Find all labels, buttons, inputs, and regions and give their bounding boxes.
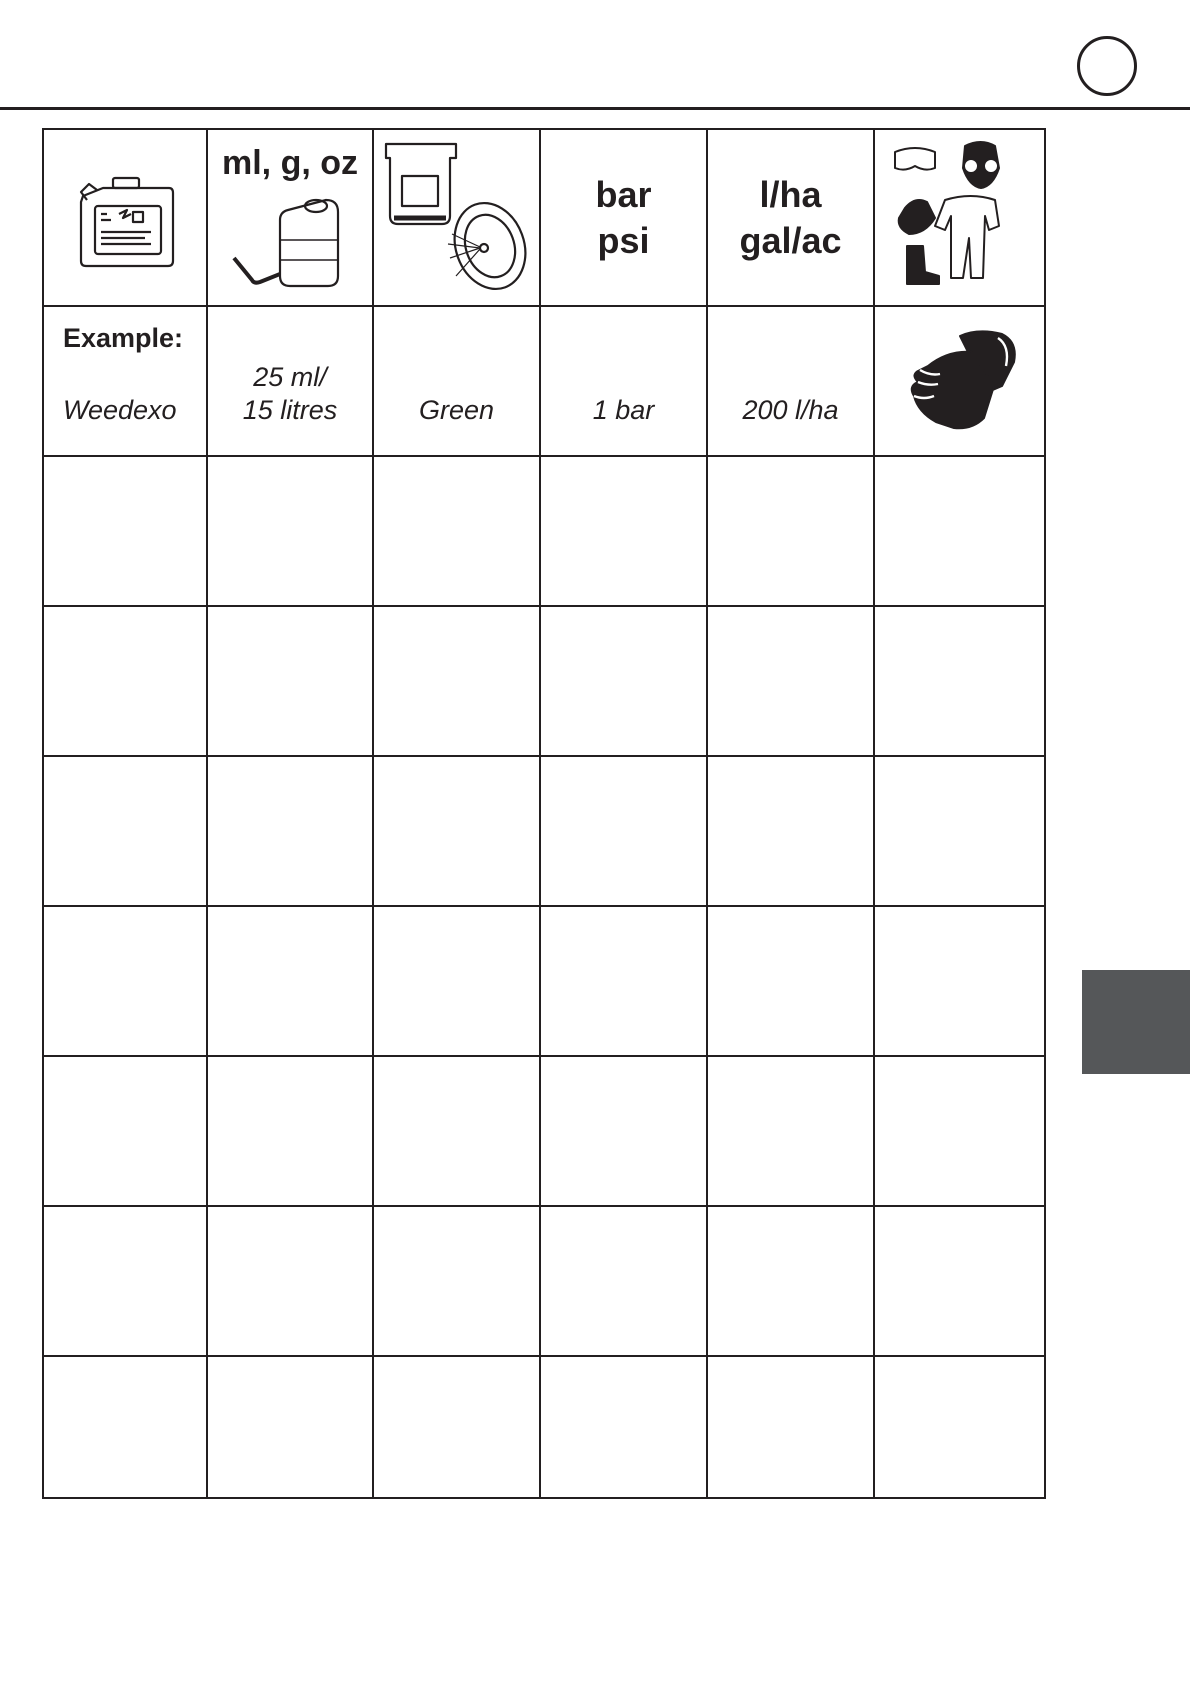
blank-row-2	[43, 606, 1045, 756]
example-nozzle: Green	[418, 395, 495, 425]
entry-cell[interactable]	[874, 1356, 1045, 1498]
blank-row-5	[43, 1056, 1045, 1206]
example-ppe-cell	[874, 306, 1045, 456]
gloves-icon	[898, 326, 1022, 436]
entry-cell[interactable]	[707, 456, 874, 606]
entry-cell[interactable]	[207, 456, 373, 606]
entry-cell[interactable]	[207, 906, 373, 1056]
example-dose-cell	[207, 306, 373, 456]
entry-cell[interactable]	[207, 1056, 373, 1206]
entry-cell[interactable]	[373, 456, 540, 606]
measuring-jug-icon	[230, 190, 350, 298]
entry-cell[interactable]	[874, 906, 1045, 1056]
entry-cell[interactable]	[874, 1056, 1045, 1206]
entry-cell[interactable]	[43, 756, 207, 906]
page-marker-circle	[1077, 36, 1137, 96]
header-cell-product	[43, 129, 207, 306]
entry-cell[interactable]	[373, 606, 540, 756]
entry-cell[interactable]	[707, 1206, 874, 1356]
entry-cell[interactable]	[373, 1356, 540, 1498]
entry-cell[interactable]	[43, 906, 207, 1056]
example-dose-line1: 25 ml/	[253, 362, 327, 392]
entry-cell[interactable]	[207, 606, 373, 756]
entry-cell[interactable]	[540, 1056, 707, 1206]
entry-cell[interactable]	[874, 1206, 1045, 1356]
entry-cell[interactable]	[707, 606, 874, 756]
example-nozzle-cell	[373, 306, 540, 456]
entry-cell[interactable]	[373, 1056, 540, 1206]
entry-cell[interactable]	[43, 456, 207, 606]
blank-row-1	[43, 456, 1045, 606]
entry-cell[interactable]	[707, 1356, 874, 1498]
entry-cell[interactable]	[540, 606, 707, 756]
header-row	[43, 129, 1045, 306]
header-cell-rate	[707, 129, 874, 306]
blank-row-6	[43, 1206, 1045, 1356]
entry-cell[interactable]	[373, 1206, 540, 1356]
blank-row-4	[43, 906, 1045, 1056]
header-cell-nozzle	[373, 129, 540, 306]
entry-cell[interactable]	[207, 1356, 373, 1498]
header-cell-pressure	[540, 129, 707, 306]
entry-cell[interactable]	[874, 756, 1045, 906]
entry-cell[interactable]	[874, 606, 1045, 756]
rate-unit-imperial: gal/ac	[739, 219, 842, 261]
pressure-unit-bar: bar	[595, 173, 652, 215]
protective-equipment-icon	[885, 138, 1035, 298]
nozzle-icon	[378, 136, 538, 296]
entry-cell[interactable]	[540, 1356, 707, 1498]
chemical-container-icon	[69, 166, 181, 270]
entry-cell[interactable]	[874, 456, 1045, 606]
rate-unit-metric: l/ha	[759, 173, 822, 215]
example-pressure-cell	[540, 306, 707, 456]
entry-cell[interactable]	[707, 906, 874, 1056]
entry-cell[interactable]	[43, 606, 207, 756]
pressure-unit-psi: psi	[597, 219, 650, 261]
entry-cell[interactable]	[43, 1356, 207, 1498]
blank-row-3	[43, 756, 1045, 906]
example-dose-line2: 15 litres	[242, 395, 338, 425]
entry-cell[interactable]	[373, 756, 540, 906]
example-label: Example:	[63, 323, 184, 353]
dose-unit-label: ml, g, oz	[222, 144, 358, 182]
entry-cell[interactable]	[540, 456, 707, 606]
entry-cell[interactable]	[373, 906, 540, 1056]
entry-cell[interactable]	[540, 756, 707, 906]
entry-cell[interactable]	[540, 906, 707, 1056]
spray-record-table	[42, 128, 1046, 1499]
section-tab	[1082, 970, 1190, 1074]
entry-cell[interactable]	[43, 1056, 207, 1206]
entry-cell[interactable]	[707, 756, 874, 906]
entry-cell[interactable]	[540, 1206, 707, 1356]
example-dose	[208, 361, 372, 427]
entry-cell[interactable]	[207, 756, 373, 906]
entry-cell[interactable]	[43, 1206, 207, 1356]
example-rate-cell	[707, 306, 874, 456]
entry-cell[interactable]	[707, 1056, 874, 1206]
example-product: Weedexo	[63, 395, 177, 425]
example-pressure: 1 bar	[592, 395, 655, 425]
example-product-cell	[43, 306, 207, 456]
header-rule	[0, 107, 1190, 110]
entry-cell[interactable]	[207, 1206, 373, 1356]
header-cell-dose	[207, 129, 373, 306]
blank-row-7	[43, 1356, 1045, 1498]
example-row	[43, 306, 1045, 456]
header-cell-ppe	[874, 129, 1045, 306]
example-rate: 200 l/ha	[742, 395, 839, 425]
